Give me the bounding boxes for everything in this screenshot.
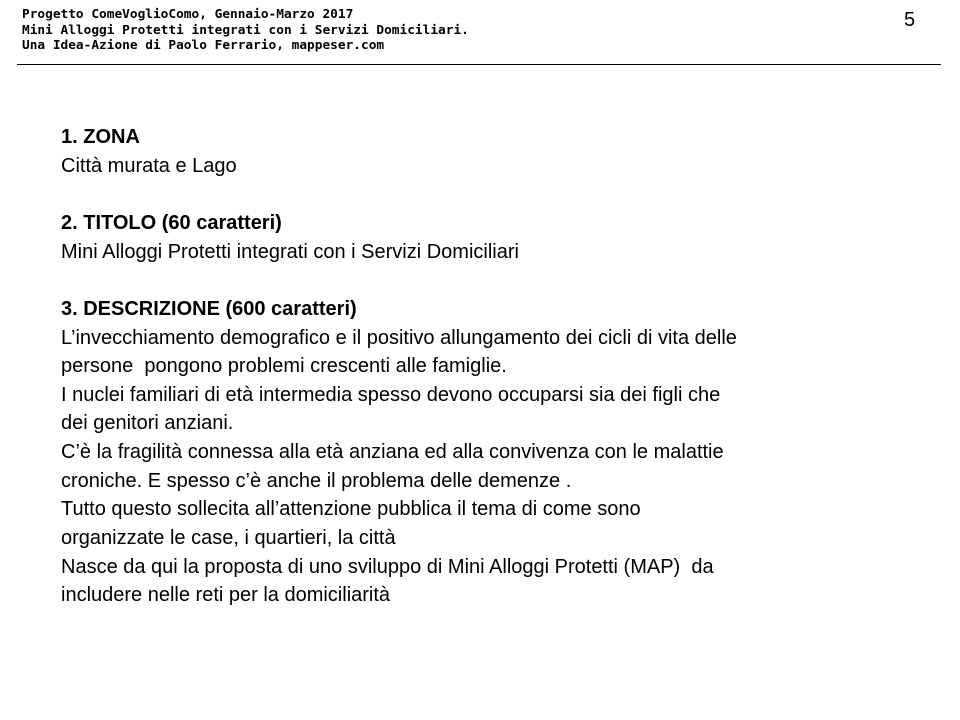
descrizione-line: L’invecchiamento demografico e il positivo allungamento dei cicli di vita delle [61, 327, 737, 349]
descrizione-line: organizzate le case, i quartieri, la città [61, 527, 396, 549]
descrizione-line: I nuclei familiari di età intermedia spesso devono occuparsi sia dei figli che [61, 384, 721, 406]
descrizione-line: Nasce da qui la proposta di uno sviluppo di Mini Alloggi Protetti (MAP) da [61, 556, 714, 578]
descrizione-line: Tutto questo sollecita all’attenzione pubblica il tema di come sono [61, 498, 641, 520]
page-number: 5 [904, 9, 916, 31]
descrizione-line: dei genitori anziani. [61, 412, 234, 434]
descrizione-line: persone pongono problemi crescenti alle famiglie. [61, 355, 507, 377]
header-line-project: Progetto ComeVoglioComo, Gennaio-Marzo 2017 [22, 7, 354, 22]
titolo-heading: 2. TITOLO (60 caratteri) [61, 212, 282, 234]
descrizione-line: C’è la fragilità connessa alla età anziana ed alla convivenza con le malattie [61, 441, 724, 463]
descrizione-line: includere nelle reti per la domiciliarità [61, 584, 391, 606]
header-line-author: Una Idea-Azione di Paolo Ferrario, mappeser.com [22, 38, 385, 53]
zona-heading: 1. ZONA [61, 126, 140, 148]
descrizione-line: croniche. E spesso c’è anche il problema delle demenze . [61, 470, 572, 492]
descrizione-heading: 3. DESCRIZIONE (600 caratteri) [61, 298, 357, 320]
header-line-subtitle: Mini Alloggi Protetti integrati con i Servizi Domiciliari. [22, 22, 469, 38]
titolo-text: Mini Alloggi Protetti integrati con i Servizi Domiciliari [61, 241, 519, 263]
zona-text: Città murata e Lago [61, 155, 237, 177]
